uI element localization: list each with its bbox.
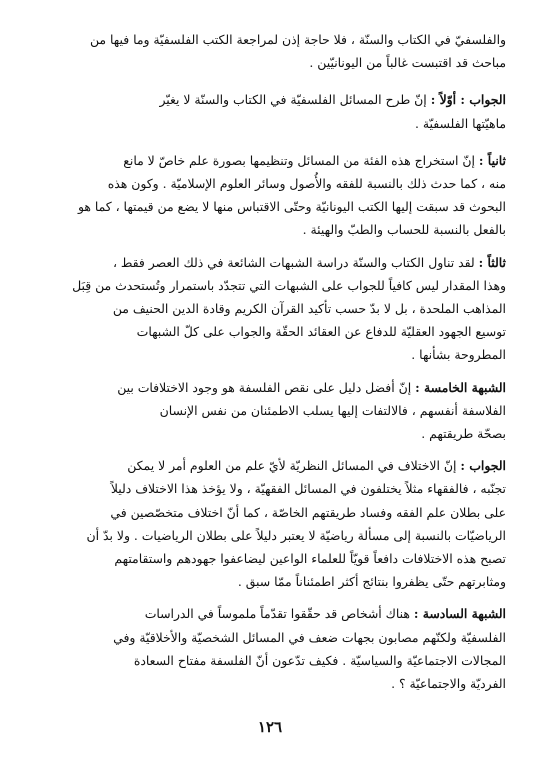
paragraph-label: الشبهة السادسة :: [413, 606, 506, 622]
text-line: [38, 454, 506, 477]
page-number: ١٢٦: [257, 718, 283, 736]
paragraph-third: [38, 251, 506, 367]
text-line: مباحث قد اقتبست غالباً من اليونانيّين .: [309, 55, 506, 71]
paragraph-label: ثالثاً :: [478, 254, 506, 270]
paragraph-label: الشبهة الخامسة :: [415, 379, 506, 395]
paragraph-answer-first: [38, 88, 506, 134]
paragraph-doubt-five: [38, 376, 506, 446]
text-line: ومثابرتهم حتّى يظفروا بنتائج أكثر اطمئناناً ممّا سبق .: [237, 574, 506, 590]
text-line: [38, 376, 506, 399]
text-line: البحوث قد سبقت إليها الكتب اليونانيّة وحتّى الاقتباس منها لا يضع من قيمتها ، كما هو: [77, 199, 506, 215]
text-line: على بطلان علم الفقه وفساد طريقتهم الخاصّة ، كما أنّ اختلاف متخصّصين في: [110, 504, 506, 520]
text-line: توسيع الجهود العقليّة للدفاع عن العقائد الحقّة والجواب على كلّ الشبهات: [136, 324, 506, 340]
text-line: الفلاسفة أنفسهم ، فالالتفات إليها يسلب الاطمئنان من نفس الإنسان: [159, 402, 506, 418]
text-line: الرياضيّات بالنسبة إلى مسألة رياضيّة لا يعتبر دليلاً على بطلان الرياضيات . ولا بدّ أن: [86, 527, 506, 543]
text-line: تجنّبه ، فالفقهاء مثلاً يختلفون في المسائل الفقهيّة ، ولا يؤخذ هذا الاختلاف دليلاً: [110, 481, 506, 497]
text-line: [38, 149, 506, 172]
text-run: إنّ استخراج هذه الفئة من المسائل وتنظيمها بصورة علم خاصّ لا مانع: [123, 152, 475, 168]
document-page: [38, 28, 506, 695]
text-run: لقد تناول الكتاب والسنّة دراسة الشبهات الشائعة في ذلك العصر فقط ،: [112, 254, 475, 270]
text-line: بالفعل بالنسبة للحساب والطبّ والهيئة .: [302, 222, 506, 238]
text-line: [38, 88, 506, 111]
paragraph-label: الجواب : أوّلاً :: [430, 92, 506, 108]
paragraph-doubt-six: [38, 602, 506, 695]
text-line: وهذا المقدار ليس كافياً للجواب على الشبهات التي تتجدّد باستمرار وتُستحدث من قِبَل: [72, 277, 506, 293]
paragraph-second: [38, 149, 506, 242]
text-line: ماهيّتها الفلسفيّة .: [414, 115, 506, 131]
paragraph-label: ثانياً :: [478, 152, 506, 168]
text-line: [38, 602, 506, 625]
text-line: المذاهب الملحدة ، بل لا بدّ حسب تأكيد القرآن الكريم وقادة الدين الحنيف من: [112, 301, 506, 317]
text-run: هناك أشخاص قد حقّقوا تقدّماً ملموساً في الدراسات: [144, 606, 410, 622]
text-line: والفلسفيّ في الكتاب والسنّة ، فلا حاجة إذن لمراجعة الكتب الفلسفيّة وما فيها من: [89, 32, 506, 47]
paragraph-answer-five: [38, 454, 506, 593]
text-line: المجالات الاجتماعيّة والسياسيّة . فكيف تدّعون أنّ الفلسفة مفتاح السعادة: [133, 652, 506, 668]
text-line: المطروحة بشأنها .: [411, 347, 506, 363]
text-line: بصحّة طريقتهم .: [421, 426, 506, 442]
text-line: الفرديّة والاجتماعيّة ؟ .: [391, 676, 506, 692]
text-line: الفلسفيّة ولكنّهم مصابون بجهات ضعف في المسائل الشخصيّة والأخلاقيّة وفي: [113, 629, 506, 645]
text-line: منه ، كما حدث ذلك بالنسبة للفقه والأُصول وسائر العلوم الإسلاميّة . وكون هذه: [107, 176, 506, 192]
text-line: تصبح هذه الاختلافات دافعاً قويّاً للعلماء الواعين ليضاعفوا جهودهم واستقامتهم: [114, 551, 506, 567]
paragraph-label: الجواب :: [460, 458, 506, 474]
text-line: [38, 251, 506, 274]
text-run: إنّ طرح المسائل الفلسفيّة في الكتاب والسنّة لا يغيّر: [159, 92, 427, 108]
paragraph-intro: [38, 28, 506, 74]
text-run: إنّ الاختلاف في المسائل النظريّة لأيّ علم من العلوم أمر لا يمكن: [127, 458, 457, 474]
text-run: إنّ أفضل دليل على نقص الفلسفة هو وجود الاختلافات بين: [117, 379, 412, 395]
